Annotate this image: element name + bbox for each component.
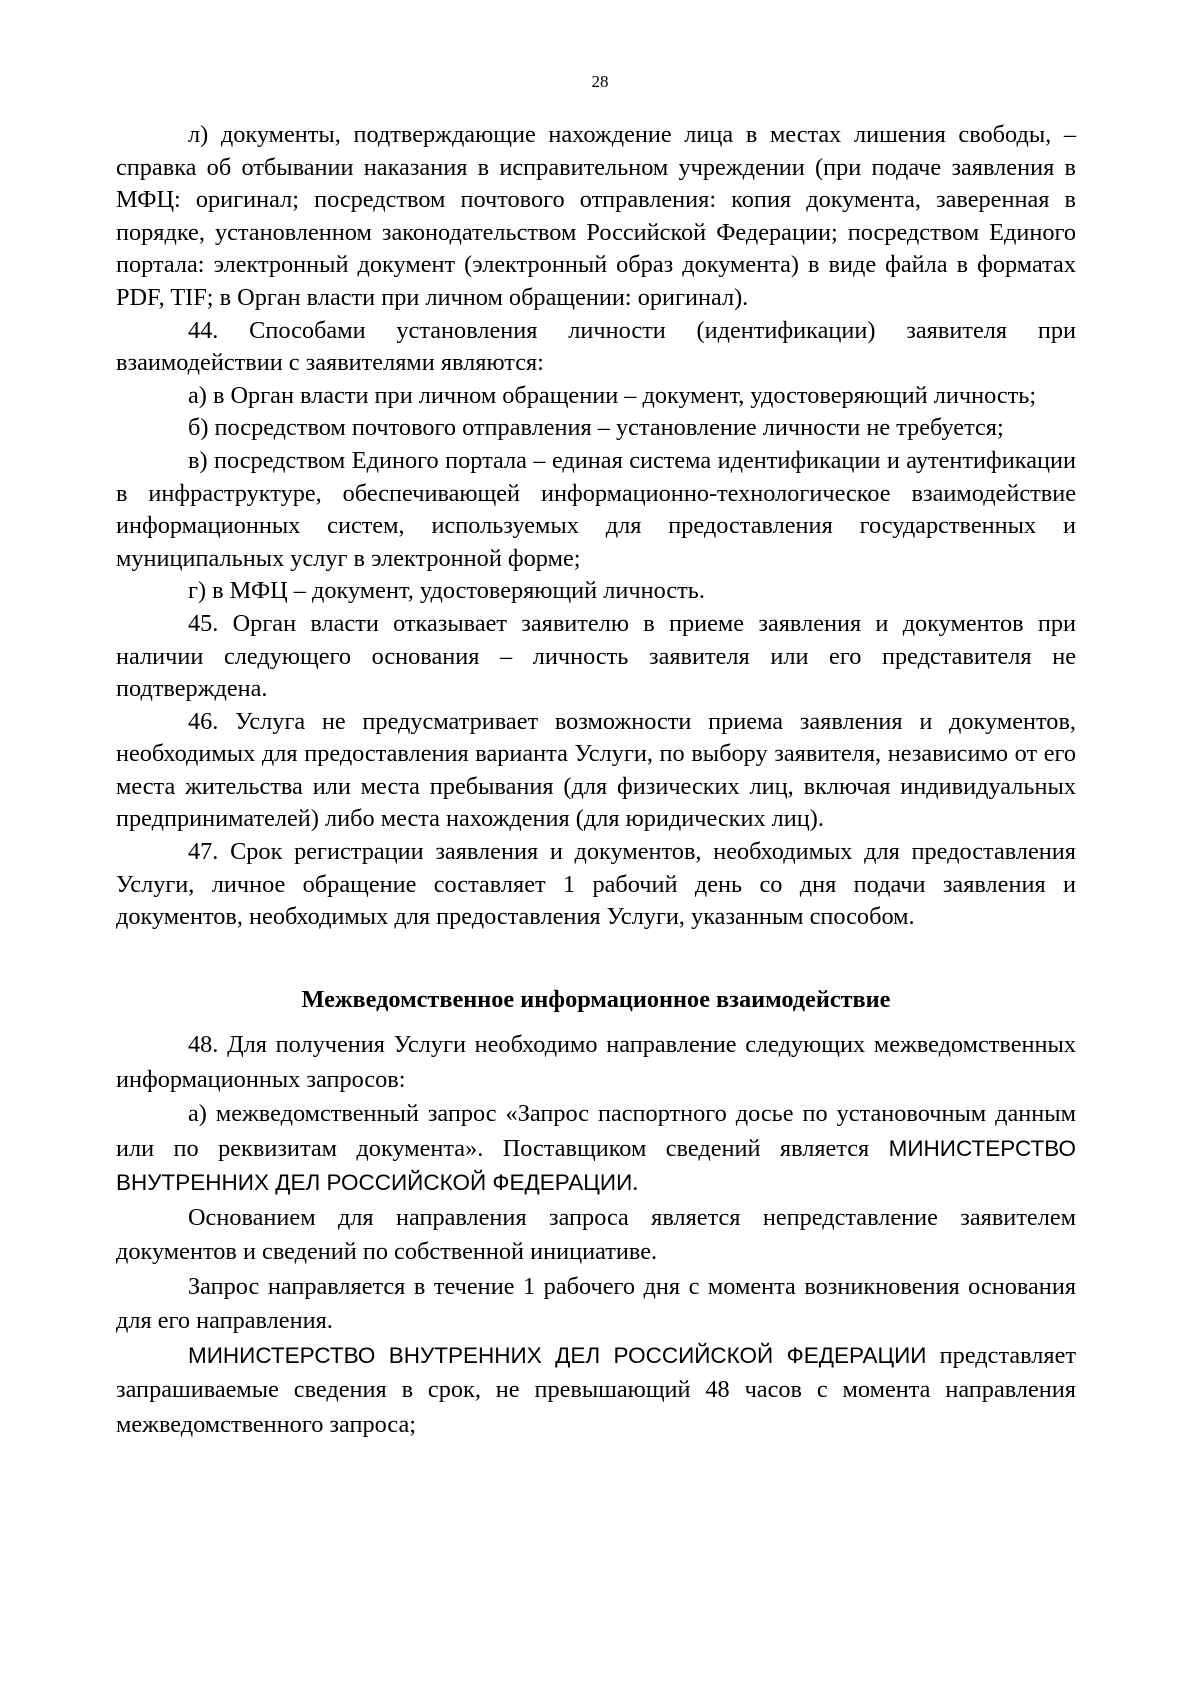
paragraph-response <box>116 1339 1076 1443</box>
paragraph-basis: Основанием для направления запроса является непредставление заявителем документов и сведений по собственной инициативе. <box>116 1203 1076 1266</box>
section-heading: Межведомственное информационное взаимодействие <box>301 985 891 1013</box>
paragraph-response-text: представляет запрашиваемые сведения в срок, не превышающий 48 часов с момента направления межведомственного запроса; <box>116 1341 1076 1438</box>
paragraph-44-g: г) в МФЦ – документ, удостоверяющий личность. <box>188 577 705 605</box>
paragraph-44-v: в) посредством Единого портала – единая система идентификации и аутентификации в инфраструктуре, обеспечивающей информационно-технологическое взаимодействие информационных систем, используемых для предоставления государственных и муниципальных услуг в электронной форме; <box>116 446 1076 572</box>
page-number: 28 <box>591 72 609 91</box>
paragraph-item-l: л) документы, подтверждающие нахождение лица в местах лишения свободы, – справка об отбывании наказания в исправительном учреждении (при подаче заявления в МФЦ: оригинал; посредством почтового отправления: копия документа, заверенная в порядке, установленном законодательством Российской Федерации; посредством Единого портала: электронный документ (электронный образ документа) в виде файла в форматах PDF, TIF; в Орган власти при личном обращении: оригинал). <box>116 121 1076 311</box>
paragraph-44-b: б) посредством почтового отправления – установление личности не требуется; <box>188 414 1004 442</box>
document-body <box>116 119 1076 1442</box>
paragraph-44: 44. Способами установления личности (идентификации) заявителя при взаимодействии с заявителями являются: <box>116 316 1076 377</box>
paragraph-48-a-text: а) межведомственный запрос «Запрос паспортного досье по установочным данным или по реквизитам документа». Поставщиком сведений является <box>116 1100 1076 1162</box>
ministry-name: МИНИСТЕРСТВО ВНУТРЕННИХ ДЕЛ РОССИЙСКОЙ ФЕДЕРАЦИИ <box>116 1135 1076 1196</box>
ministry-suffix: . <box>632 1169 639 1197</box>
paragraph-45: 45. Орган власти отказывает заявителю в приеме заявления и документов при наличии следующего основания – личность заявителя или его представителя не подтверждена. <box>116 609 1076 703</box>
paragraph-48-a <box>116 1097 1076 1201</box>
paragraph-47: 47. Срок регистрации заявления и документов, необходимых для предоставления Услуги, личное обращение составляет 1 рабочий день со дня подачи заявления и документов, необходимых для предоставления Услуги, указанным способом. <box>116 838 1076 931</box>
paragraph-48: 48. Для получения Услуги необходимо направление следующих межведомственных информационных запросов: <box>116 1031 1076 1093</box>
ministry-name-response: МИНИСТЕРСТВО ВНУТРЕННИХ ДЕЛ РОССИЙСКОЙ ФЕДЕРАЦИИ <box>188 1342 927 1368</box>
paragraph-44-a: а) в Орган власти при личном обращении – документ, удостоверяющий личность; <box>188 381 1037 409</box>
paragraph-timing: Запрос направляется в течение 1 рабочего дня с момента возникновения основания для его направления. <box>116 1272 1076 1335</box>
paragraph-46: 46. Услуга не предусматривает возможности приема заявления и документов, необходимых для предоставления варианта Услуги, по выбору заявителя, независимо от его места жительства или места пребывания (для физических лиц, включая индивидуальных предпринимателей) либо места нахождения (для юридических лиц). <box>116 707 1076 833</box>
